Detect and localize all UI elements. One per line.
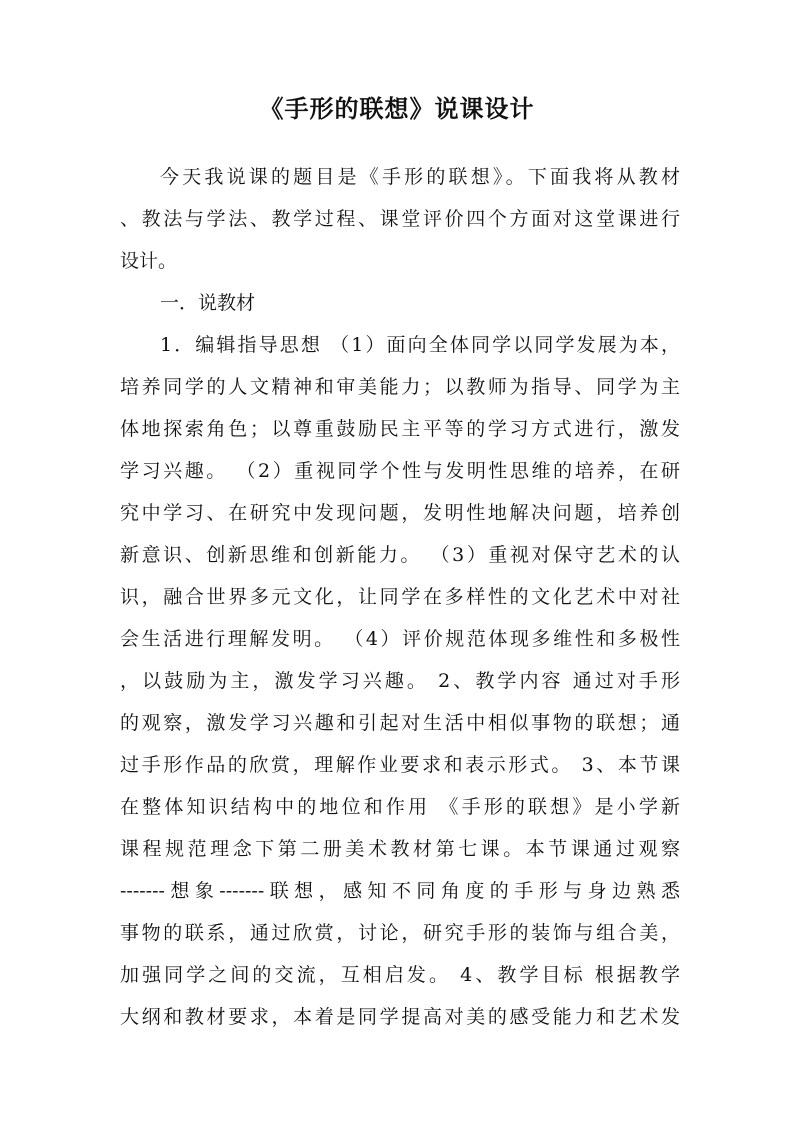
body-line-7: 体地探索角色；以尊重鼓励民主平等的学习方式进行，激发	[120, 418, 680, 440]
body-line-21: 大纲和教材要求，本着是同学提高对美的感受能力和艺术发	[120, 1006, 680, 1028]
body-line-1: 今天我说课的题目是《手形的联想》。下面我将从教材	[160, 166, 680, 188]
body-line-12: 会生活进行理解发明。 （4）评价规范体现多维性和多极性	[120, 628, 680, 650]
body-line-3: 设计。	[120, 250, 178, 272]
body-line-5: 1．编辑指导思想 （1）面向全体同学以同学发展为本，	[160, 334, 680, 356]
document-title: 《手形的联想》说课设计	[259, 94, 535, 123]
body-line-8: 学习兴趣。 （2）重视同学个性与发明性思维的培养，在研	[120, 460, 680, 482]
body-line-9: 究中学习、在研究中发现问题，发明性地解决问题，培养创	[120, 502, 680, 524]
body-line-6: 培养同学的人文精神和审美能力；以教师为指导、同学为主	[120, 376, 680, 398]
body-line-15: 过手形作品的欣赏，理解作业要求和表示形式。 3、本节课	[120, 754, 680, 776]
body-line-11: 识，融合世界多元文化，让同学在多样性的文化艺术中对社	[120, 586, 680, 608]
document-body	[120, 156, 680, 1038]
body-line-13: ，以鼓励为主，激发学习兴趣。 2、教学内容 通过对手形	[120, 670, 680, 692]
body-line-10: 新意识、创新思维和创新能力。 （3）重视对保守艺术的认	[120, 544, 680, 566]
body-line-18: -------想象-------联想，感知不同角度的手形与身边熟悉	[120, 880, 680, 902]
body-line-20: 加强同学之间的交流，互相启发。 4、教学目标 根据教学	[120, 964, 680, 986]
body-line-17: 课程规范理念下第二册美术教材第七课。本节课通过观察	[120, 838, 680, 860]
body-line-14: 的观察，激发学习兴趣和引起对生活中相似事物的联想；通	[120, 712, 680, 734]
section-heading-teaching-material: 一．说教材	[160, 292, 256, 314]
body-line-2: 、教法与学法、教学过程、课堂评价四个方面对这堂课进行	[120, 208, 680, 230]
body-line-19: 事物的联系，通过欣赏，讨论，研究手形的装饰与组合美，	[120, 922, 680, 944]
body-line-16: 在整体知识结构中的地位和作用 《手形的联想》是小学新	[120, 796, 680, 818]
